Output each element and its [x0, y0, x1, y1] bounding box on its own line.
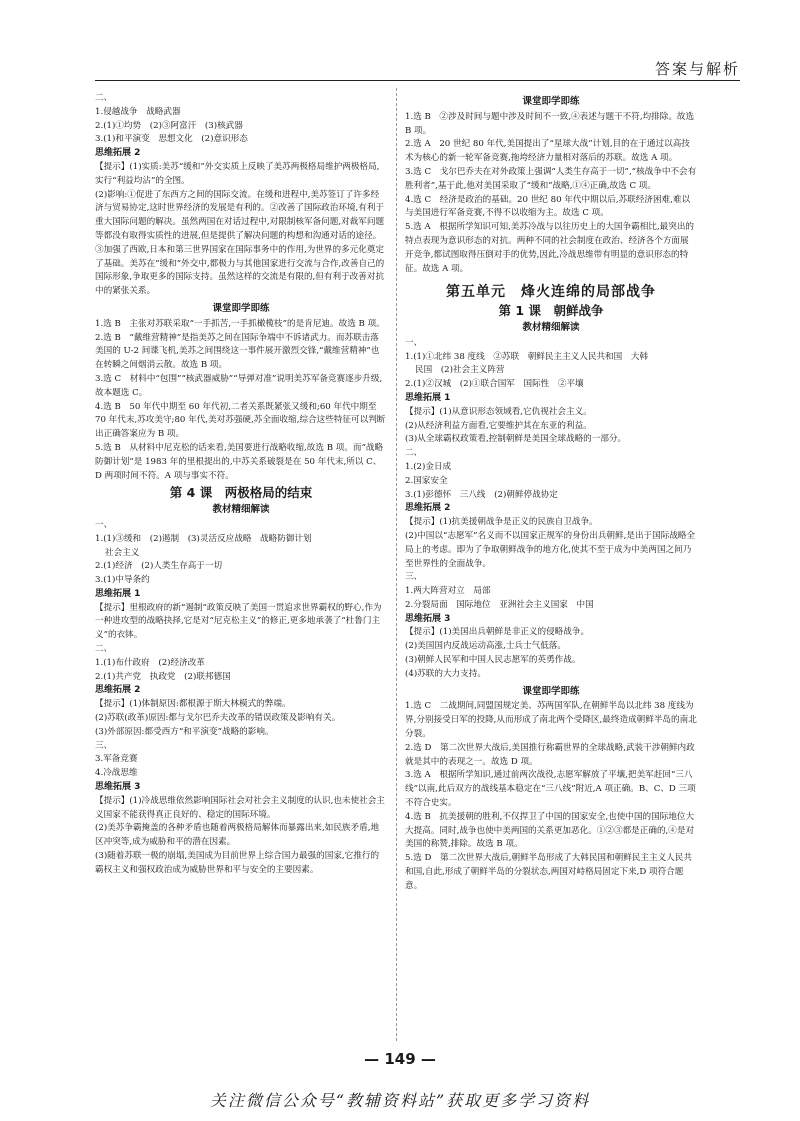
text-line: 【提示】(1)冷战思维依然影响国际社会对社会主义制度的认识,也未使社会主义国家不能获得真正良好的、稳定的国际环境。	[95, 795, 385, 820]
text-line: (4)苏联的大力支持。	[405, 668, 486, 679]
text-line: 3.(1)和平演变 思想文化 (2)意识形态	[95, 134, 248, 145]
text-line: 3.(1)彭德怀 三八线 (2)朝鲜停战协定	[405, 489, 558, 500]
text-line: (2)美国国内反战运动高涨,士兵士气低落。	[405, 641, 566, 652]
text-line: 【提示】(1)美国出兵朝鲜是非正义的侵略战争。	[405, 627, 590, 638]
text-line: (2)中国以“志愿军”名义而不以国家正规军的身份出兵朝鲜,是出于国际战略全局上的考虑。即为了争取朝鲜战争的地方化,使其不至于成为中美两国之间乃至世界性的全面战争。	[405, 530, 696, 569]
text-line: 2.国家安全	[405, 475, 448, 486]
text-line: (3)随着苏联一极的崩塌,美国成为目前世界上综合国力最强的国家,它推行的霸权主义和强权政治成为威胁世界和平与安全的主要因素。	[95, 851, 380, 875]
text-line: (2)苏联(政革)原因:都与戈尔巴乔夫改革的错误政策及影响有关。	[95, 713, 341, 724]
text-line: 2.选 A 20 世纪 80 年代,美国提出了“星球大战”计划,目的在于通过以高技术为核心的新一轮军备竞赛,拖垮经济力量相对落后的苏联。故选 A 项。	[405, 139, 690, 164]
text-line: 【提示】(1)体制原因:都根源于斯大林模式的弊端。	[95, 699, 291, 710]
text-line: 一、	[95, 519, 113, 530]
text-line: 【提示】(1)从意识形态领域看,它仇视社会主义。	[405, 406, 592, 417]
footer-note: 关注微信公众号“教辅资料站”获取更多学习资料	[209, 1091, 591, 1110]
text-line: 2.(1)②汉城 (2)①联合国军 国际性 ②平壤	[405, 379, 584, 390]
text-line: 3.选 A 根据所学知识,通过前两次战役,志愿军解放了平壤,把美军赶回“三八线”以南,此后双方的战线基本稳定在“三八线”附近,A 项正确。B、C、D 三项不符合史实。	[405, 770, 696, 809]
section-heading: 思维拓展 3	[95, 782, 141, 793]
text-line: 【提示】(1)抗美援朝战争是正义的民族自卫战争。	[405, 517, 598, 528]
text-line: 2.(1)共产党 执政党 (2)联邦德国	[95, 671, 231, 682]
text-line-continued: 民国 (2)社会主义阵营	[415, 365, 505, 376]
text-line: 【提示】里根政府的新“遏制”政策反映了美国一贯追求世界霸权的野心,作为一种进攻型的战略抉择,它是对“尼克松主义”的修正,更多地承袭了“杜鲁门主义”的衣钵。	[95, 602, 382, 641]
section-subtitle: 教材精细解读	[212, 504, 270, 516]
text-line: 1.(1)①北纬 38 度线 ②苏联 朝鲜民主主义人民共和国 大韩	[405, 351, 649, 362]
text-line: 2.(1)①均势 (2)③阿富汗 (3)核武器	[95, 120, 243, 131]
section-heading: 思维拓展 2	[405, 503, 451, 514]
section-heading: 思维拓展 2	[95, 685, 141, 696]
text-line: (2)影响:①促进了东西方之间的国际交流。在缓和进程中,美苏签订了许多经济与贸易协定,这时世界经济的发展是有利的。②改善了国际政治环境,有利于重大国际问题的解决。虽然两国在对话过程中,对限制核军备问题,对裁军问题等都没有取得实质性的进展,但是提供了解决问题的构想和沟通对话的途径。③加强了西欧,日本和第三世界国家在国际事务中的作用,为世界的多元化奠定了基础。美苏在“缓和”外交中,都极力与其他国家进行交流与合作,改善自己的国际形象,争取更多的国际支持。虽然这样的交流是有限的,但有利于改善对抗中的紧张关系。	[95, 189, 385, 297]
section-heading: 思维拓展 2	[95, 148, 141, 159]
section-subtitle: 教材精细解读	[522, 321, 580, 333]
page-number: — 149 —	[364, 1050, 436, 1068]
text-line: (3)外部原因:都受西方“和平演变”战略的影响。	[95, 726, 274, 737]
text-line: 三、	[95, 740, 113, 751]
section-heading: 思维拓展 3	[405, 613, 451, 624]
right-column	[405, 92, 697, 894]
text-line: 5.选 A 根据所学知识可知,美苏冷战与以往历史上的大国争霸相比,最突出的特点表现为意识形态的对抗。两种不同的社会制度在政治、经济各个方面展开竞争,都试图取得压倒对手的优势,因此,冷战思维带有明显的意识形态的特征。故选 A 项。	[405, 222, 695, 274]
text-line: 2.分裂局面 国际地位 亚洲社会主义国家 中国	[405, 599, 594, 610]
text-line: (3)朝鲜人民军和中国人民志愿军的英勇作战。	[405, 655, 581, 666]
text-line: 1.选 B ②涉及时间与题中涉及时间不一致,④表述与题干不符,均排除。故选 B 项。	[405, 111, 695, 136]
text-line: 1.(1)布什政府 (2)经济改革	[95, 657, 205, 668]
lesson-title: 第 4 课 两极格局的结束	[169, 485, 313, 501]
section-subtitle: 课堂即学即练	[212, 302, 270, 314]
text-line: 三、	[405, 572, 423, 583]
section-subtitle: 课堂即学即练	[522, 685, 580, 697]
text-line: 二、	[95, 93, 113, 103]
unit-title: 第五单元 烽火连绵的局部战争	[446, 284, 656, 301]
text-line: 1.侵越战争 战略武器	[95, 106, 181, 117]
text-line: 1.选 B 主张对苏联采取“一手抓苦,一手抓橄榄枝”的是肯尼迪。故选 B 项。	[95, 318, 385, 329]
text-line: 1.(1)③缓和 (2)遏制 (3)灵活反应战略 战略防御计划	[95, 533, 312, 544]
text-line: 4.选 C 经济是政治的基础。20 世纪 80 年代中期以后,苏联经济困难,难以与美国进行军备竞赛,不得不以收缩为主。故选 C 项。	[405, 194, 691, 219]
lesson-title: 第 1 课 朝鲜战争	[498, 303, 604, 319]
text-line: 5.选 B 从材料中尼克松的话来看,美国要进行战略收缩,故选 B 项。而“战略防御计划”是 1983 年的里根提出的,中苏关系破裂是在 50 年代末,所以 C、D 两项时间不符。A 项与事实不符。	[95, 442, 384, 481]
text-line: 4.选 B 50 年代中期至 60 年代初,二者关系既紧张又缓和;60 年代中期至 70 年代末,苏攻美守;80 年代,美对苏强硬,苏全面收缩,综合这些特征可以判断出正确答案应为 B 项。	[95, 401, 386, 440]
text-line: 2.(1)经济 (2)人类生存高于一切	[95, 561, 223, 572]
text-line: 二、	[95, 644, 113, 655]
text-line: (3)从全球霸权政策看,控制朝鲜是美国全球战略的一部分。	[405, 434, 627, 445]
text-line: 3.军备竞赛	[95, 754, 138, 765]
text-line: 2.选 B “戴维营精神”是指美苏之间在国际争端中不诉诸武力。而苏联击落美国的 U-2 间谍飞机,美苏之间围绕这一事件展开激烈交锋,“戴维营精神”也在转瞬之间烟消云散。故选 B 项。	[95, 332, 380, 371]
text-line: 1.两大阵营对立 局部	[405, 586, 491, 597]
text-line: 3.选 C 戈尔巴乔夫在对外政策上强调“人类生存高于一切”,“核战争中不会有胜利者”,基于此,他对美国采取了“缓和”战略,①④正确,故选 C 项。	[405, 166, 697, 191]
text-line: 二、	[405, 448, 423, 459]
text-line: 1.(2)金日成	[405, 461, 452, 472]
text-line: (2)美苏争霸掩盖的各种矛盾也随着两极格局解体而暴露出来,如民族矛盾,地区冲突等,成为威胁和平的潜在因素。	[95, 823, 380, 848]
text-line: 4.冷战思维	[95, 768, 138, 779]
text-line: 3.选 C 材料中“包围”“核武器威胁”“导弹对准”说明美苏军备竞赛逐步升级,故本题选 C。	[95, 373, 383, 398]
text-line: 3.(1)中导条约	[95, 575, 150, 586]
left-column	[95, 92, 387, 878]
text-line: 一、	[405, 337, 423, 348]
section-heading: 思维拓展 1	[405, 392, 451, 403]
section-heading: 思维拓展 1	[95, 588, 141, 599]
text-line: 5.选 D 第二次世界大战后,朝鲜半岛形成了大韩民国和朝鲜民主主义人民共和国,自此,形成了朝鲜半岛的分裂状态,两国对峙格局固定下来,D 项符合题意。	[405, 853, 692, 891]
text-line: (2)从经济利益方面看,它要维护其在东亚的利益。	[405, 420, 592, 431]
text-line: 2.选 D 第二次世界大战后,美国推行称霸世界的全球战略,武装干涉朝鲜内政就是其中的表现之一。故选 D 项。	[405, 742, 695, 767]
text-line-continued: 社会主义	[105, 547, 140, 558]
page-header-title: 答案与解析	[654, 60, 740, 78]
text-line: 1.选 C 二战期间,同盟国规定美、苏两国军队,在朝鲜半岛以北纬 38 度线为界,分别接受日军的投降,从而形成了南北两个受降区,最终造成朝鲜半岛的南北分裂。	[405, 701, 697, 740]
column-divider	[396, 88, 397, 1041]
text-line: 【提示】(1)实质:美苏“缓和”外交实质上反映了美苏两极格局维护两极格局,实行“利益均沾”的全图。	[95, 161, 380, 186]
text-line: 4.选 B 抗美援朝的胜利,不仅捍卫了中国的国家安全,也使中国的国际地位大大提高。同时,战争也使中美两国的关系更加恶化。①②③都是正确的,④是对美国的称赞,排除。故选 B 项。	[405, 811, 695, 850]
section-subtitle: 课堂即学即练	[522, 96, 580, 107]
header-rule	[95, 80, 740, 81]
